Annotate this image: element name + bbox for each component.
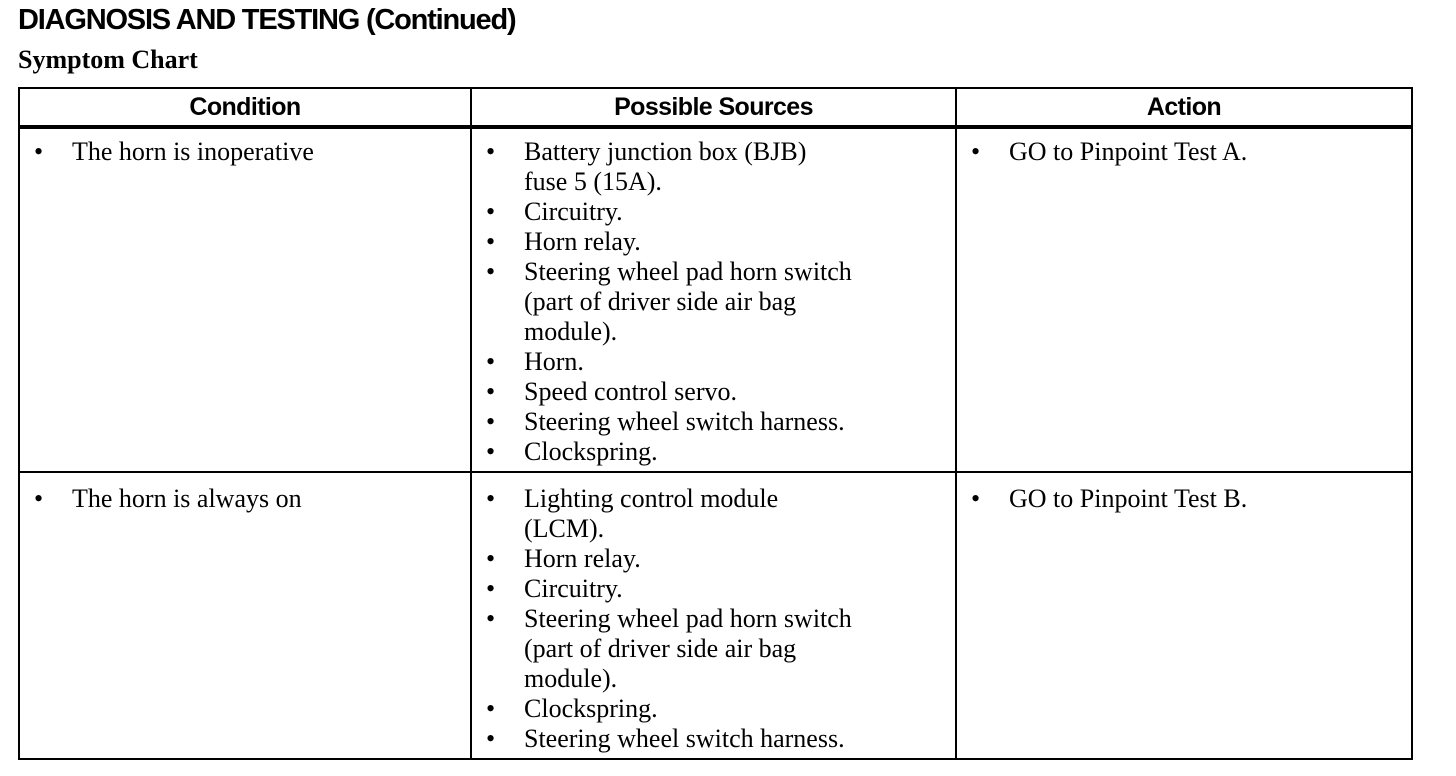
condition-cell <box>19 472 471 759</box>
table-row <box>19 127 1412 472</box>
condition-cell <box>19 127 471 472</box>
action-text: • GO to Pinpoint Test A. <box>967 137 1403 167</box>
possible-sources-cell <box>471 127 956 472</box>
page-heading: DIAGNOSIS AND TESTING (Continued) <box>18 4 516 36</box>
source-item: • Lighting control module (LCM). <box>482 484 947 544</box>
source-item: • Battery junction box (BJB) fuse 5 (15A). <box>482 137 947 197</box>
source-item: • Circuitry. <box>482 197 947 227</box>
source-item: • Circuitry. <box>482 574 947 604</box>
action-cell <box>956 127 1412 472</box>
symptom-table <box>18 87 1413 760</box>
source-item: • Horn relay. <box>482 227 947 257</box>
column-header-possible-sources: Possible Sources <box>471 88 956 127</box>
possible-sources-cell <box>471 472 956 759</box>
condition-text: • The horn is always on <box>30 484 462 514</box>
source-item: • Clockspring. <box>482 437 947 467</box>
source-item: • Steering wheel pad horn switch (part of driver side air bag module). <box>482 257 947 347</box>
condition-text: • The horn is inoperative <box>30 137 462 167</box>
source-item: • Steering wheel switch harness. <box>482 407 947 437</box>
action-cell <box>956 472 1412 759</box>
source-item: • Horn. <box>482 347 947 377</box>
source-item: • Horn relay. <box>482 544 947 574</box>
table-header-row <box>19 88 1412 127</box>
source-item: • Clockspring. <box>482 694 947 724</box>
source-item: • Speed control servo. <box>482 377 947 407</box>
column-header-action: Action <box>956 88 1412 127</box>
action-text: • GO to Pinpoint Test B. <box>967 484 1403 514</box>
source-item: • Steering wheel switch harness. <box>482 724 947 754</box>
source-item: • Steering wheel pad horn switch (part of driver side air bag module). <box>482 604 947 694</box>
table-row <box>19 472 1412 759</box>
column-header-condition: Condition <box>19 88 471 127</box>
symptom-chart-title: Symptom Chart <box>18 45 198 74</box>
